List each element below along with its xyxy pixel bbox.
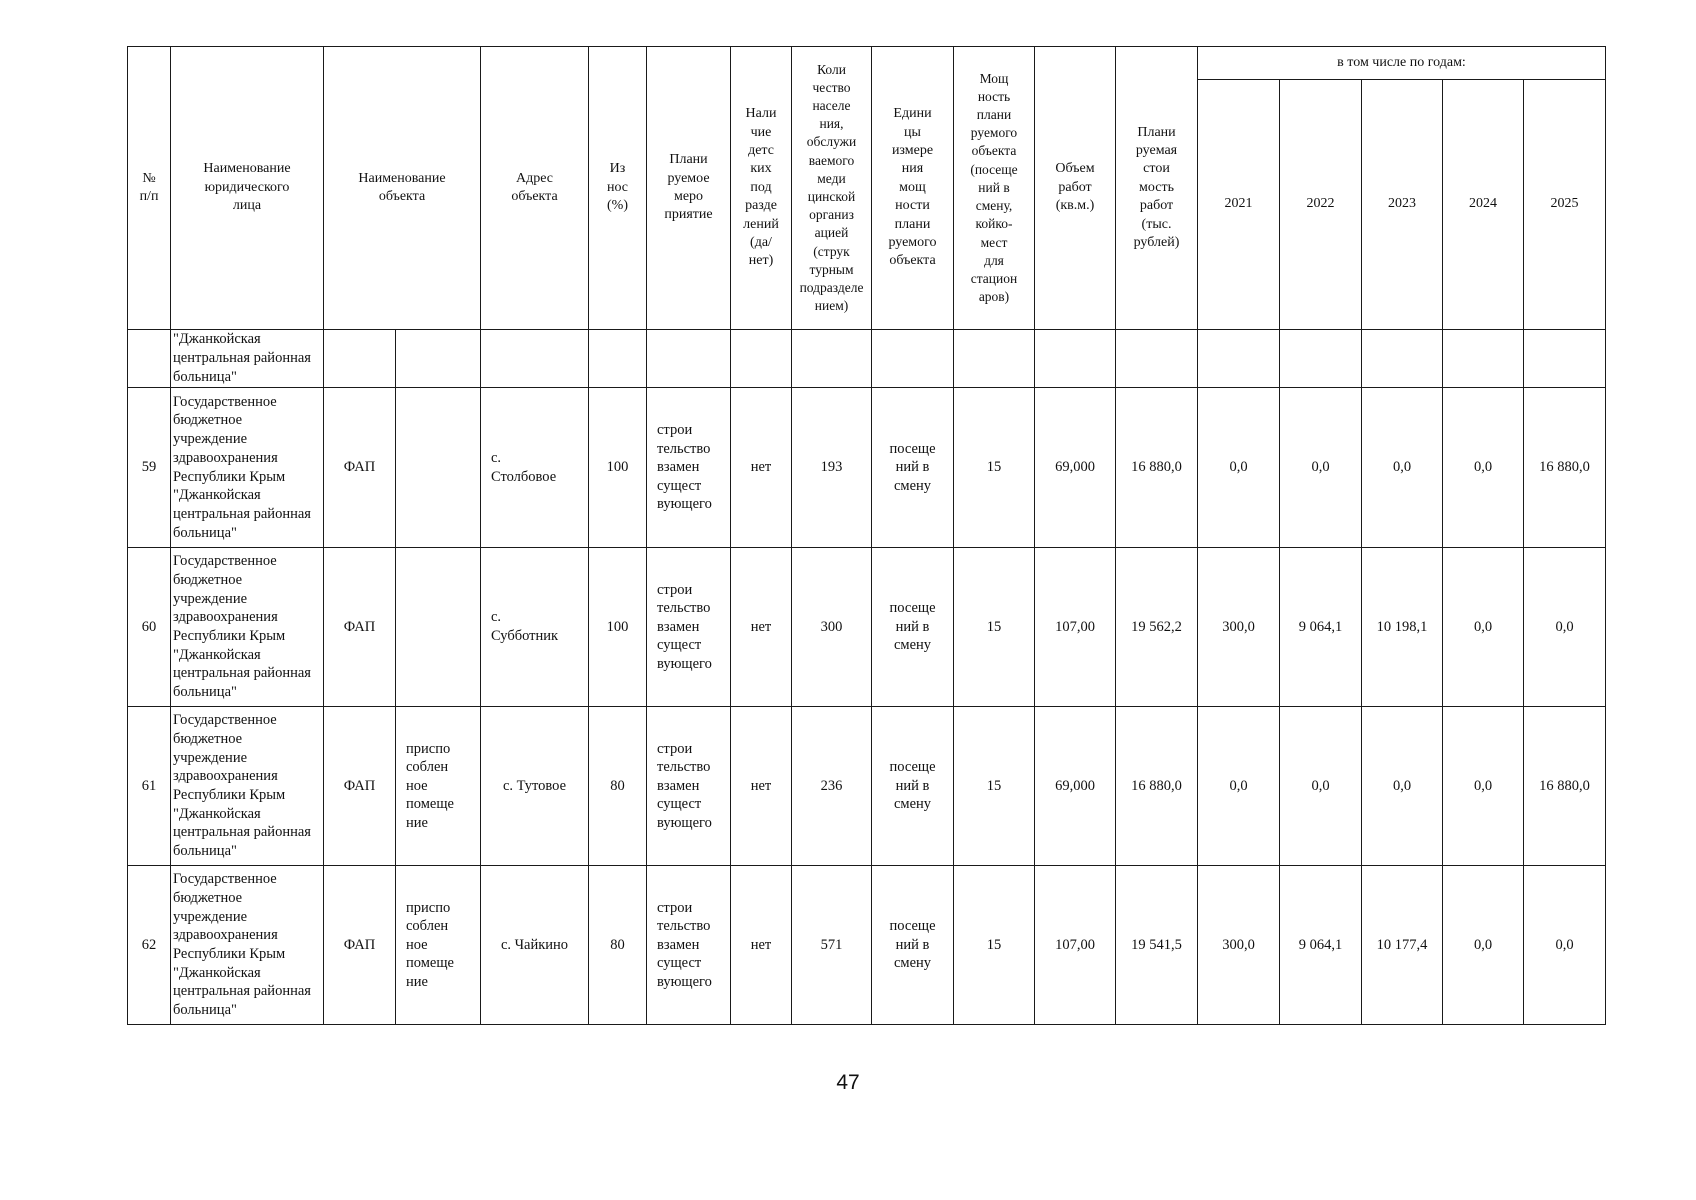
row-units: посеще ний в смену (872, 548, 954, 707)
row-cost: 19 541,5 (1116, 866, 1198, 1025)
row-premises (396, 388, 481, 548)
row-children: нет (731, 548, 792, 707)
page-number: 47 (836, 1071, 860, 1094)
row-y2024: 0,0 (1443, 548, 1524, 707)
header-capacity-units: Едини цы измере ния мощ ности плани руемого объекта (872, 47, 954, 330)
row-legal-entity: Государственное бюджетное учреждение здравоохранения Республики Крым "Джанкойская центральная районная больница" (171, 548, 324, 707)
header-address: Адрес объекта (481, 47, 589, 330)
row-children: нет (731, 707, 792, 866)
empty-cell (1280, 330, 1362, 388)
row-object-type: ФАП (324, 388, 396, 548)
empty-cell (1035, 330, 1116, 388)
row-object-type: ФАП (324, 866, 396, 1025)
empty-cell (647, 330, 731, 388)
continuation-legal-entity: "Джанкойская центральная районная больница" (171, 330, 324, 388)
row-premises: приспо соблен ное помеще ние (396, 866, 481, 1025)
row-measure: строи тельство взамен сущест вующего (647, 707, 731, 866)
header-volume: Объем работ (кв.м.) (1035, 47, 1116, 330)
row-wear: 80 (589, 707, 647, 866)
row-y2024: 0,0 (1443, 707, 1524, 866)
row-volume: 107,00 (1035, 548, 1116, 707)
row-capacity: 15 (954, 866, 1035, 1025)
header-year-2025: 2025 (1524, 80, 1606, 330)
header-num: № п/п (128, 47, 171, 330)
row-volume: 69,000 (1035, 707, 1116, 866)
row-y2021: 300,0 (1198, 866, 1280, 1025)
empty-cell (324, 330, 396, 388)
header-cost: Плани руемая стои мость работ (тыс. рублей) (1116, 47, 1198, 330)
row-y2022: 9 064,1 (1280, 548, 1362, 707)
row-object-type: ФАП (324, 548, 396, 707)
row-wear: 80 (589, 866, 647, 1025)
row-capacity: 15 (954, 707, 1035, 866)
header-year-2023: 2023 (1362, 80, 1443, 330)
row-population: 571 (792, 866, 872, 1025)
row-legal-entity: Государственное бюджетное учреждение здравоохранения Республики Крым "Джанкойская центральная районная больница" (171, 388, 324, 548)
header-legal-entity: Наименование юридического лица (171, 47, 324, 330)
row-children: нет (731, 388, 792, 548)
empty-cell (731, 330, 792, 388)
row-address: с. Субботник (481, 548, 589, 707)
row-num: 59 (128, 388, 171, 548)
row-children: нет (731, 866, 792, 1025)
row-y2024: 0,0 (1443, 866, 1524, 1025)
row-population: 300 (792, 548, 872, 707)
row-wear: 100 (589, 548, 647, 707)
row-y2025: 0,0 (1524, 866, 1606, 1025)
row-y2025: 16 880,0 (1524, 388, 1606, 548)
table-row (128, 707, 1606, 866)
header-population: Коли чество населе ния, обслужи ваемого меди цинской организ ацией (струк турным подразделе нием) (792, 47, 872, 330)
table-row (128, 866, 1606, 1025)
table-row (128, 388, 1606, 548)
row-y2023: 10 198,1 (1362, 548, 1443, 707)
row-num: 62 (128, 866, 171, 1025)
row-y2025: 16 880,0 (1524, 707, 1606, 866)
row-population: 193 (792, 388, 872, 548)
header-object-name: Наименование объекта (324, 47, 481, 330)
empty-cell (481, 330, 589, 388)
empty-cell (872, 330, 954, 388)
empty-cell (1198, 330, 1280, 388)
row-y2023: 10 177,4 (1362, 866, 1443, 1025)
row-premises (396, 548, 481, 707)
row-premises: приспо соблен ное помеще ние (396, 707, 481, 866)
row-y2022: 0,0 (1280, 707, 1362, 866)
row-cost: 16 880,0 (1116, 388, 1198, 548)
row-capacity: 15 (954, 548, 1035, 707)
row-address: с. Столбовое (481, 388, 589, 548)
row-population: 236 (792, 707, 872, 866)
continuation-row (128, 330, 1606, 388)
header-planned-measure: Плани руемое меро приятие (647, 47, 731, 330)
row-y2024: 0,0 (1443, 388, 1524, 548)
row-volume: 107,00 (1035, 866, 1116, 1025)
row-y2021: 0,0 (1198, 707, 1280, 866)
empty-cell (1362, 330, 1443, 388)
row-num: 61 (128, 707, 171, 866)
row-legal-entity: Государственное бюджетное учреждение здравоохранения Республики Крым "Джанкойская центральная районная больница" (171, 707, 324, 866)
header-year-2024: 2024 (1443, 80, 1524, 330)
row-legal-entity: Государственное бюджетное учреждение здравоохранения Республики Крым "Джанкойская центральная районная больница" (171, 866, 324, 1025)
row-wear: 100 (589, 388, 647, 548)
row-y2025: 0,0 (1524, 548, 1606, 707)
row-address: с. Тутовое (481, 707, 589, 866)
row-measure: строи тельство взамен сущест вующего (647, 548, 731, 707)
row-y2021: 0,0 (1198, 388, 1280, 548)
empty-cell (1443, 330, 1524, 388)
header-capacity: Мощ ность плани руемого объекта (посеще ний в смену, койко- мест для стацион аров) (954, 47, 1035, 330)
row-units: посеще ний в смену (872, 388, 954, 548)
table-row (128, 548, 1606, 707)
row-measure: строи тельство взамен сущест вующего (647, 388, 731, 548)
row-y2022: 0,0 (1280, 388, 1362, 548)
row-cost: 16 880,0 (1116, 707, 1198, 866)
row-cost: 19 562,2 (1116, 548, 1198, 707)
header-year-2021: 2021 (1198, 80, 1280, 330)
row-y2023: 0,0 (1362, 707, 1443, 866)
header-year-2022: 2022 (1280, 80, 1362, 330)
header-by-years: в том числе по годам: (1198, 47, 1606, 80)
row-units: посеще ний в смену (872, 707, 954, 866)
header-wear: Из нос (%) (589, 47, 647, 330)
row-y2022: 9 064,1 (1280, 866, 1362, 1025)
row-y2023: 0,0 (1362, 388, 1443, 548)
empty-cell (1524, 330, 1606, 388)
row-capacity: 15 (954, 388, 1035, 548)
row-num: 60 (128, 548, 171, 707)
empty-cell (1116, 330, 1198, 388)
row-object-type: ФАП (324, 707, 396, 866)
row-volume: 69,000 (1035, 388, 1116, 548)
empty-cell (792, 330, 872, 388)
row-address: с. Чайкино (481, 866, 589, 1025)
empty-cell (396, 330, 481, 388)
empty-cell (954, 330, 1035, 388)
row-y2021: 300,0 (1198, 548, 1280, 707)
row-units: посеще ний в смену (872, 866, 954, 1025)
continuation-num (128, 330, 171, 388)
row-measure: строи тельство взамен сущест вующего (647, 866, 731, 1025)
header-children-units: Нали чие детс ких под разде лений (да/ нет) (731, 47, 792, 330)
projects-table (127, 46, 1606, 1025)
empty-cell (589, 330, 647, 388)
